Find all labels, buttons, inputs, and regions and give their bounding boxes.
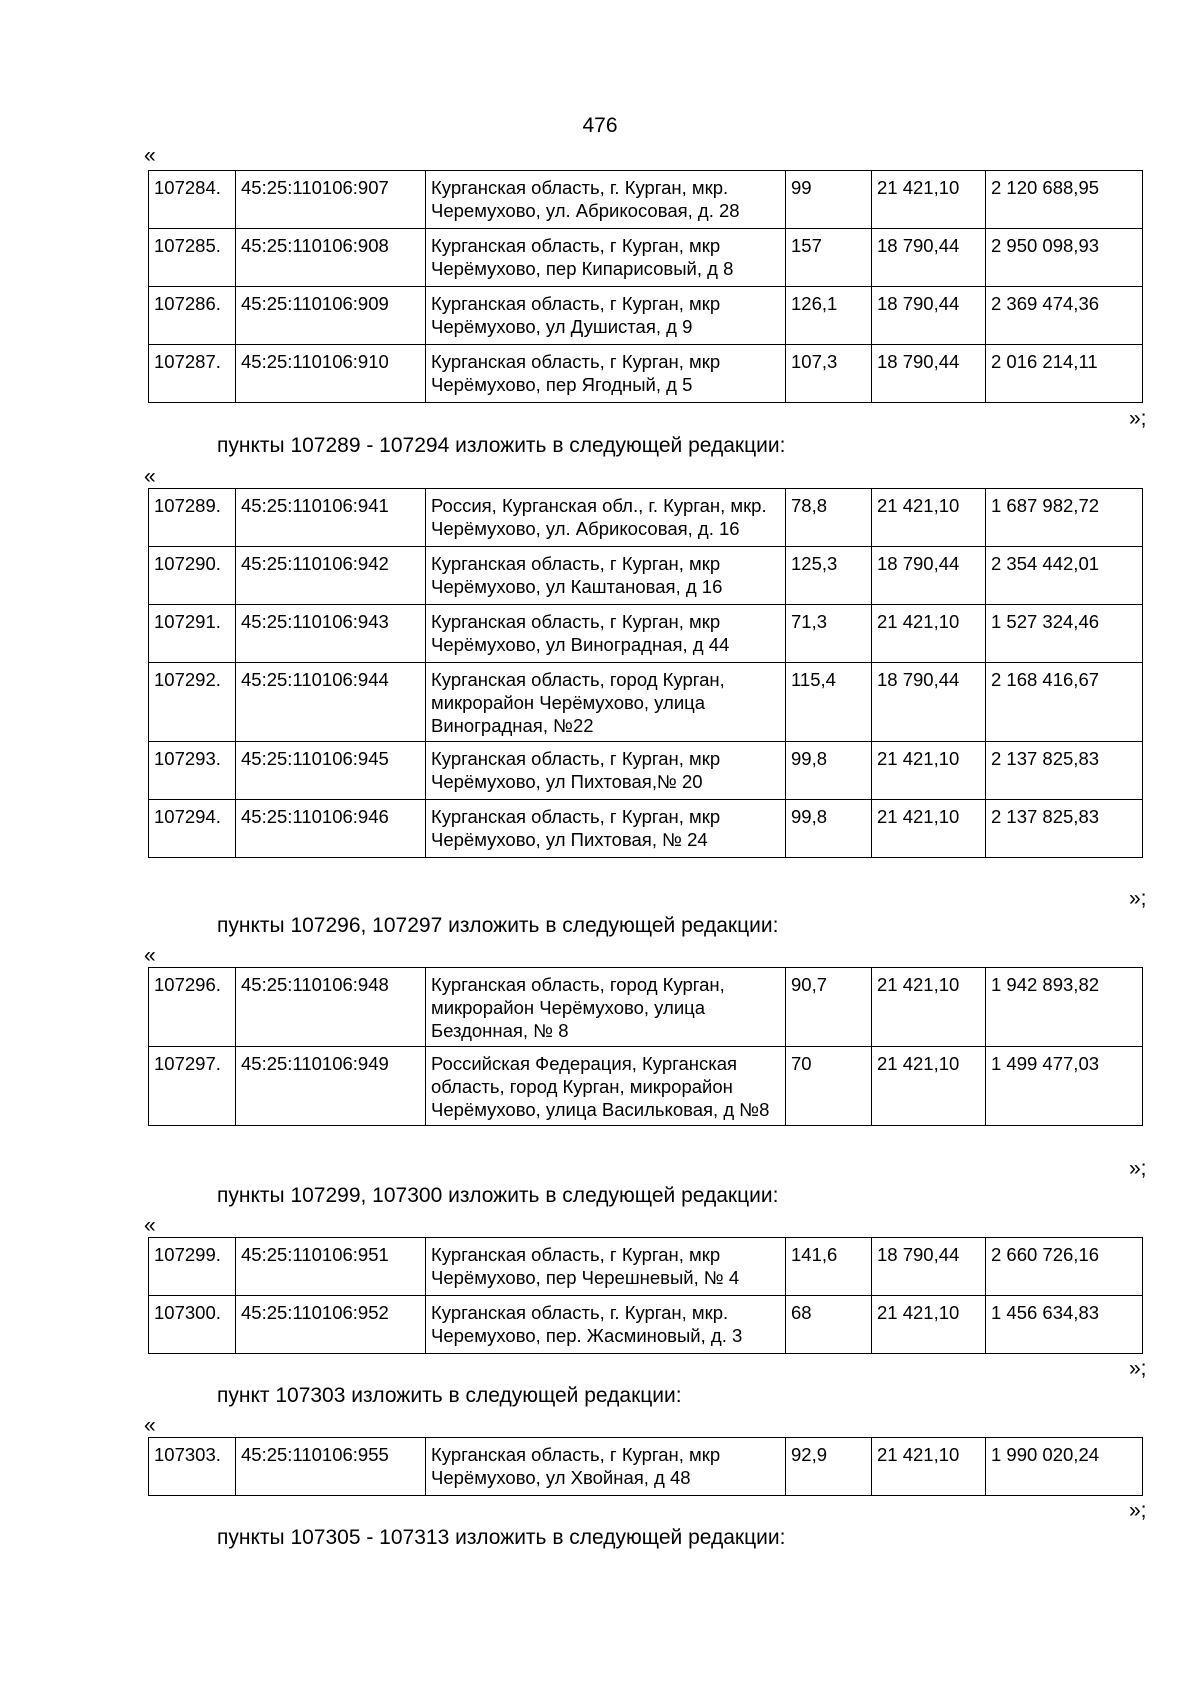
cadastral-value: 2 354 442,01: [986, 547, 1143, 605]
row-number: 107294.: [149, 800, 236, 858]
cadastral-number: 45:25:110106:949: [236, 1047, 426, 1126]
table-row: [149, 1047, 1143, 1126]
cadastral-value: 2 168 416,67: [986, 663, 1143, 742]
row-number: 107290.: [149, 547, 236, 605]
cadastral-value: 2 016 214,11: [986, 345, 1143, 403]
quote-open: «: [144, 944, 156, 967]
table-row: [149, 1238, 1143, 1296]
table-row: [149, 968, 1143, 1047]
cadastral-value: 1 942 893,82: [986, 968, 1143, 1047]
cadastral-number: 45:25:110106:909: [236, 287, 426, 345]
area: 90,7: [786, 968, 872, 1047]
amendment-instruction: пункты 107289 - 107294 изложить в следующей редакции:: [217, 434, 786, 457]
table-row: [149, 345, 1143, 403]
row-number: 107293.: [149, 742, 236, 800]
area: 115,4: [786, 663, 872, 742]
cadastral-number: 45:25:110106:948: [236, 968, 426, 1047]
table-row: [149, 489, 1143, 547]
quote-close: »;: [1129, 1157, 1147, 1180]
specific-value: 21 421,10: [872, 968, 986, 1047]
cadastral-value: 2 660 726,16: [986, 1238, 1143, 1296]
address: Курганская область, г Курган, мкр Черёмухово, ул Пихтовая,№ 20: [426, 742, 786, 800]
address: Курганская область, г. Курган, мкр. Черемухово, пер. Жасминовый, д. 3: [426, 1296, 786, 1354]
area: 99,8: [786, 742, 872, 800]
area: 78,8: [786, 489, 872, 547]
table-row: [149, 171, 1143, 229]
cadastral-value: 2 137 825,83: [986, 742, 1143, 800]
cadastral-number: 45:25:110106:952: [236, 1296, 426, 1354]
cadastral-number: 45:25:110106:943: [236, 605, 426, 663]
page-number: 476: [582, 114, 618, 137]
row-number: 107297.: [149, 1047, 236, 1126]
row-number: 107286.: [149, 287, 236, 345]
specific-value: 18 790,44: [872, 1238, 986, 1296]
quote-open: «: [144, 465, 156, 488]
address: Курганская область, г Курган, мкр Черёмухово, ул Хвойная, д 48: [426, 1438, 786, 1496]
area: 68: [786, 1296, 872, 1354]
specific-value: 18 790,44: [872, 663, 986, 742]
amendment-instruction: пункты 107299, 107300 изложить в следующей редакции:: [217, 1184, 779, 1207]
table-row: [149, 1438, 1143, 1496]
row-number: 107289.: [149, 489, 236, 547]
cadastral-value: 2 120 688,95: [986, 171, 1143, 229]
address: Курганская область, г Курган, мкр Черёмухово, пер Черешневый, № 4: [426, 1238, 786, 1296]
specific-value: 21 421,10: [872, 742, 986, 800]
area: 126,1: [786, 287, 872, 345]
area: 99: [786, 171, 872, 229]
address: Курганская область, г Курган, мкр Черёмухово, ул Каштановая, д 16: [426, 547, 786, 605]
specific-value: 21 421,10: [872, 1296, 986, 1354]
data-table: [148, 488, 1143, 858]
amendment-instruction: пункты 107305 - 107313 изложить в следующей редакции:: [217, 1526, 786, 1549]
quote-open: «: [144, 1414, 156, 1437]
cadastral-value: 1 990 020,24: [986, 1438, 1143, 1496]
address: Курганская область, г Курган, мкр Черёмухово, пер Кипарисовый, д 8: [426, 229, 786, 287]
cadastral-number: 45:25:110106:945: [236, 742, 426, 800]
cadastral-value: 1 499 477,03: [986, 1047, 1143, 1126]
specific-value: 21 421,10: [872, 489, 986, 547]
specific-value: 18 790,44: [872, 547, 986, 605]
quote-close: »;: [1129, 1357, 1147, 1380]
address: Россия, Курганская обл., г. Курган, мкр. Черёмухово, ул. Абрикосовая, д. 16: [426, 489, 786, 547]
specific-value: 21 421,10: [872, 1047, 986, 1126]
specific-value: 18 790,44: [872, 287, 986, 345]
row-number: 107285.: [149, 229, 236, 287]
row-number: 107291.: [149, 605, 236, 663]
address: Курганская область, г Курган, мкр Черёмухово, ул Виноградная, д 44: [426, 605, 786, 663]
quote-open: «: [144, 1214, 156, 1237]
table-row: [149, 742, 1143, 800]
address: Курганская область, г Курган, мкр Черёмухово, ул Пихтовая, № 24: [426, 800, 786, 858]
cadastral-number: 45:25:110106:955: [236, 1438, 426, 1496]
area: 92,9: [786, 1438, 872, 1496]
area: 70: [786, 1047, 872, 1126]
quote-close: »;: [1129, 1499, 1147, 1522]
table-row: [149, 287, 1143, 345]
address: Курганская область, г Курган, мкр Черёмухово, ул Душистая, д 9: [426, 287, 786, 345]
data-table: [148, 1437, 1143, 1496]
data-table: [148, 170, 1143, 403]
cadastral-number: 45:25:110106:946: [236, 800, 426, 858]
address: Курганская область, г. Курган, мкр. Черемухово, ул. Абрикосовая, д. 28: [426, 171, 786, 229]
table-row: [149, 229, 1143, 287]
row-number: 107303.: [149, 1438, 236, 1496]
cadastral-value: 2 137 825,83: [986, 800, 1143, 858]
data-table: [148, 1237, 1143, 1354]
area: 125,3: [786, 547, 872, 605]
address: Курганская область, г Курган, мкр Черёмухово, пер Ягодный, д 5: [426, 345, 786, 403]
cadastral-number: 45:25:110106:908: [236, 229, 426, 287]
cadastral-number: 45:25:110106:942: [236, 547, 426, 605]
cadastral-value: 2 369 474,36: [986, 287, 1143, 345]
cadastral-number: 45:25:110106:907: [236, 171, 426, 229]
quote-close: »;: [1129, 887, 1147, 910]
specific-value: 21 421,10: [872, 1438, 986, 1496]
area: 71,3: [786, 605, 872, 663]
cadastral-value: 1 527 324,46: [986, 605, 1143, 663]
specific-value: 18 790,44: [872, 345, 986, 403]
table-row: [149, 663, 1143, 742]
quote-open: «: [144, 144, 156, 167]
row-number: 107287.: [149, 345, 236, 403]
quote-close: »;: [1129, 407, 1147, 430]
cadastral-value: 1 456 634,83: [986, 1296, 1143, 1354]
data-table: [148, 967, 1143, 1126]
address: Российская Федерация, Курганская область, город Курган, микрорайон Черёмухово, улица Васильковая, д №8: [426, 1047, 786, 1126]
table-row: [149, 605, 1143, 663]
area: 157: [786, 229, 872, 287]
table-row: [149, 800, 1143, 858]
table-row: [149, 547, 1143, 605]
amendment-instruction: пункты 107296, 107297 изложить в следующей редакции:: [217, 914, 779, 937]
row-number: 107299.: [149, 1238, 236, 1296]
row-number: 107296.: [149, 968, 236, 1047]
table-row: [149, 1296, 1143, 1354]
cadastral-value: 2 950 098,93: [986, 229, 1143, 287]
cadastral-number: 45:25:110106:951: [236, 1238, 426, 1296]
specific-value: 21 421,10: [872, 605, 986, 663]
cadastral-number: 45:25:110106:941: [236, 489, 426, 547]
specific-value: 21 421,10: [872, 800, 986, 858]
cadastral-number: 45:25:110106:944: [236, 663, 426, 742]
address: Курганская область, город Курган, микрорайон Черёмухово, улица Бездонная, № 8: [426, 968, 786, 1047]
row-number: 107292.: [149, 663, 236, 742]
row-number: 107284.: [149, 171, 236, 229]
row-number: 107300.: [149, 1296, 236, 1354]
specific-value: 21 421,10: [872, 171, 986, 229]
specific-value: 18 790,44: [872, 229, 986, 287]
area: 107,3: [786, 345, 872, 403]
cadastral-value: 1 687 982,72: [986, 489, 1143, 547]
amendment-instruction: пункт 107303 изложить в следующей редакции:: [217, 1384, 682, 1407]
area: 141,6: [786, 1238, 872, 1296]
cadastral-number: 45:25:110106:910: [236, 345, 426, 403]
area: 99,8: [786, 800, 872, 858]
address: Курганская область, город Курган, микрорайон Черёмухово, улица Виноградная, №22: [426, 663, 786, 742]
